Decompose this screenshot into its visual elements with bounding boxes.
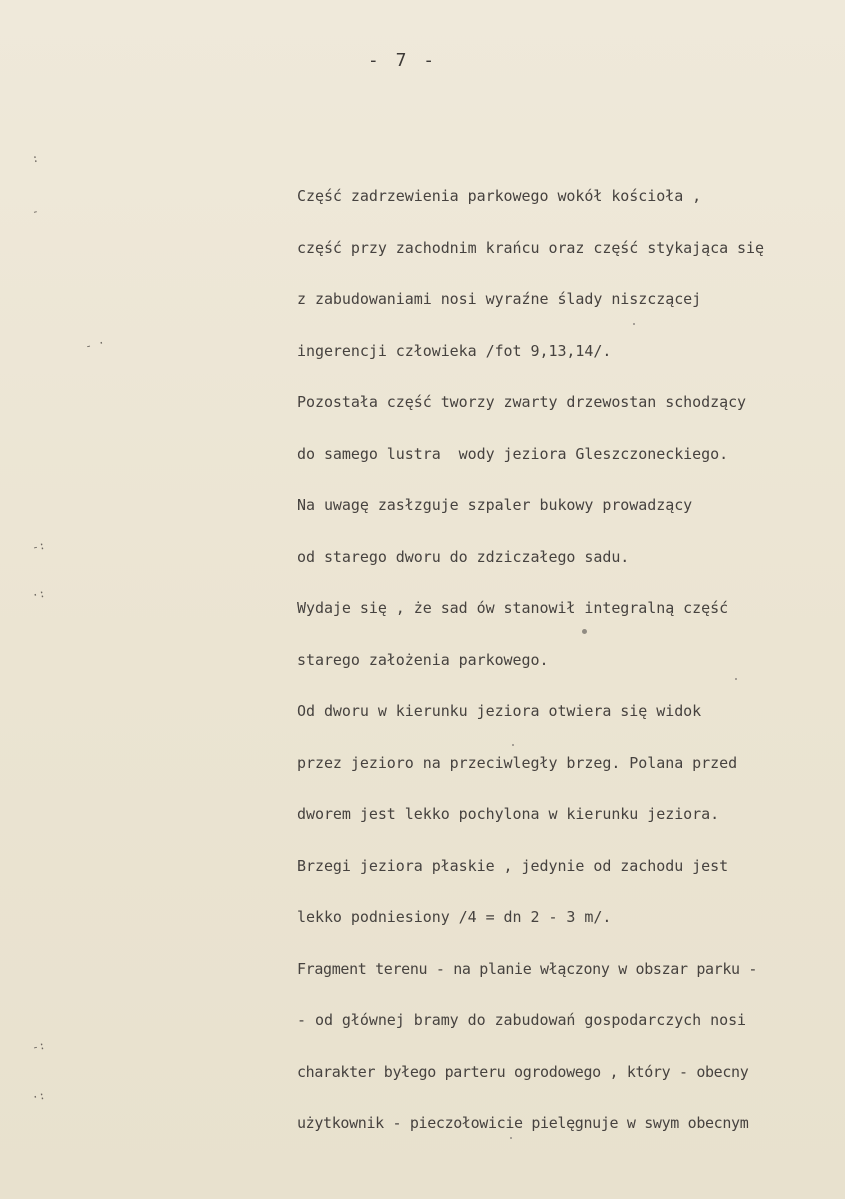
text-line: Na uwagę zasłzguje szpaler bukowy prowadzący: [297, 496, 693, 514]
text-line: Fragment terenu - na planie włączony w obszar parku -: [297, 959, 758, 978]
text-line: starego założenia parkowego.: [297, 650, 549, 669]
text-line: część przy zachodnim krańcu oraz część stykająca się: [297, 238, 765, 257]
margin-mark: -: [30, 204, 40, 219]
text-line: użytkownik - pieczołowicie pielęgnuje w swym obecnym: [297, 1114, 749, 1132]
text-line: od starego dworu do zdziczałego sadu.: [297, 547, 630, 566]
text-line: do samego lustra wody jeziora Gleszczoneckiego.: [297, 444, 729, 463]
page-number: - 7 -: [367, 50, 438, 71]
text-line: lekko podniesiony /4 = dn 2 - 3 m/.: [297, 908, 612, 926]
text-line: przez jezioro na przeciwległy brzeg. Polana przed: [297, 753, 738, 772]
text-line: Od dworu w kierunku jeziora otwiera się widok: [297, 702, 702, 720]
text-line: Wydaje się , że sad ów stanowił integralną część: [297, 599, 729, 617]
margin-mark: -:: [30, 538, 47, 555]
text-line: Część zadrzewienia parkowego wokół kościoła ,: [297, 187, 702, 205]
text-line: Brzegi jeziora płaskie , jedynie od zachodu jest: [297, 856, 729, 875]
text-line: ingerencji człowieka /fot 9,13,14/.: [297, 341, 612, 360]
text-line: charakter byłego parteru ogrodowego , który - obecny: [297, 1062, 749, 1081]
text-line: dworem jest lekko pochylona w kierunku jeziora.: [297, 805, 720, 823]
text-line: - od głównej bramy do zabudowań gospodarczych nosi: [297, 1011, 747, 1029]
margin-mark: ·:: [30, 586, 47, 603]
text-line: Pozostała część tworzy zwarty drzewostan schodzący: [297, 393, 747, 411]
margin-mark: -:: [30, 1038, 47, 1055]
text-line: z zabudowaniami nosi wyraźne ślady niszczącej: [297, 290, 702, 308]
margin-mark: :: [30, 151, 40, 166]
margin-mark: - ·: [83, 336, 107, 353]
body-text: [297, 178, 842, 1157]
margin-mark: ·:: [30, 1088, 47, 1105]
